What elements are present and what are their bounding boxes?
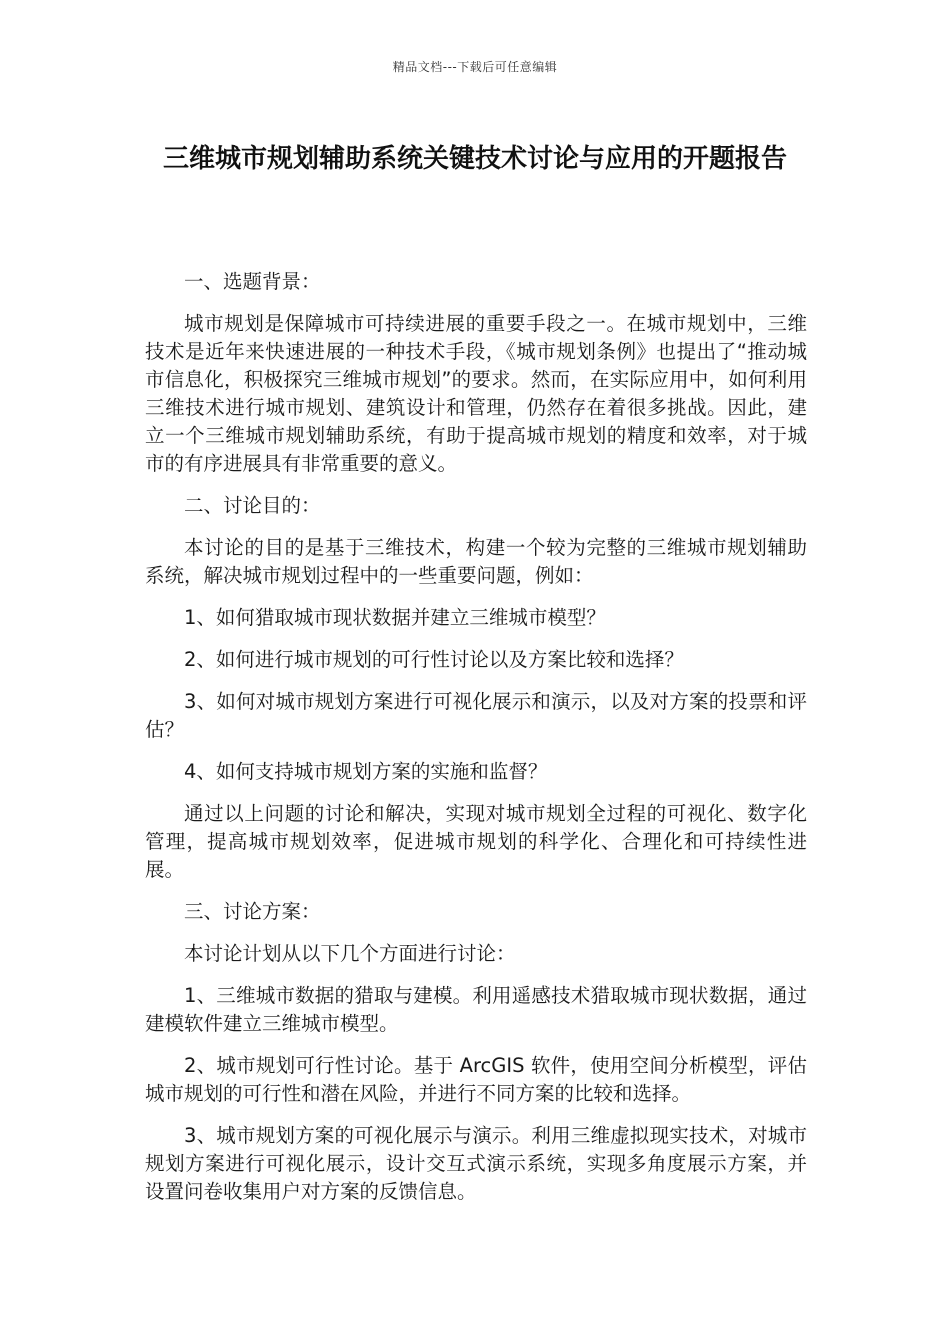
question-item-2: 2、如何进行城市规划的可行性讨论以及方案比较和选择？ (184, 648, 684, 671)
plan-item-1: 1、三维城市数据的猎取与建模。利用遥感技术猎取城市现状数据，通过建模软件建立三维城市模型。 (145, 984, 807, 1035)
section-heading-plan: 三、讨论方案： (184, 900, 321, 923)
section-heading-purpose: 二、讨论目的： (184, 494, 321, 517)
paragraph-plan-intro: 本讨论计划从以下几个方面进行讨论： (184, 942, 516, 965)
header-note: 精品文档---下载后可任意编辑 (392, 60, 558, 74)
paragraph-background: 城市规划是保障城市可持续进展的重要手段之一。在城市规划中，三维技术是近年来快速进展的一种技术手段，《城市规划条例》也提出了“推动城市信息化，积极探究三维城市规划”的要求。然而，在实际应用中，如何利用三维技术进行城市规划、建筑设计和管理，仍然存在着很多挑战。因此，建立一个三维城市规划辅助系统，有助于提高城市规划的精度和效率，对于城市的有序进展具有非常重要的意义。 (145, 312, 807, 475)
paragraph-purpose: 本讨论的目的是基于三维技术，构建一个较为完整的三维城市规划辅助系统，解决城市规划过程中的一些重要问题，例如： (145, 536, 807, 587)
plan-item-3: 3、城市规划方案的可视化展示与演示。利用三维虚拟现实技术，对城市规划方案进行可视化展示，设计交互式演示系统，实现多角度展示方案，并设置问卷收集用户对方案的反馈信息。 (145, 1124, 807, 1203)
document-title: 三维城市规划辅助系统关键技术讨论与应用的开题报告 (162, 144, 787, 174)
section-heading-background: 一、选题背景： (184, 270, 321, 293)
plan-item-2: 2、城市规划可行性讨论。基于 ArcGIS 软件，使用空间分析模型，评估城市规划的可行性和潜在风险，并进行不同方案的比较和选择。 (145, 1054, 807, 1105)
question-item-4: 4、如何支持城市规划方案的实施和监督？ (184, 760, 548, 783)
question-item-3: 3、如何对城市规划方案进行可视化展示和演示，以及对方案的投票和评估？ (145, 690, 807, 741)
document-body (145, 268, 807, 1220)
paragraph-purpose-summary: 通过以上问题的讨论和解决，实现对城市规划全过程的可视化、数字化管理，提高城市规划效率，促进城市规划的科学化、合理化和可持续性进展。 (145, 802, 807, 881)
question-item-1: 1、如何猎取城市现状数据并建立三维城市模型？ (184, 606, 606, 629)
